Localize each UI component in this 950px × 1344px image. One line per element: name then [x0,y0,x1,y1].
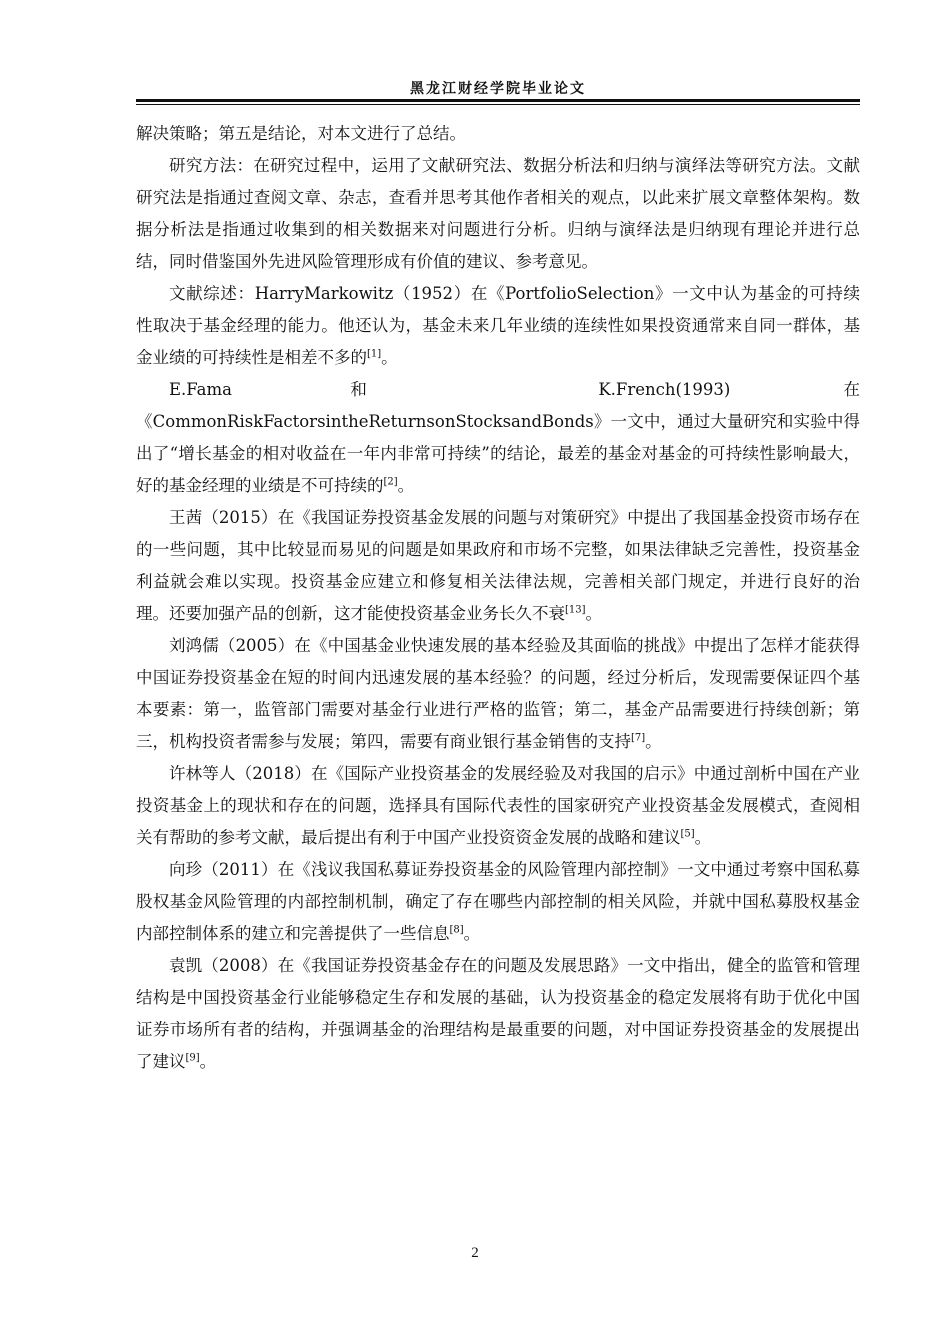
paragraph-literature-review: 文献综述：HarryMarkowitz（1952）在《PortfolioSelection》一文中认为基金的可持续性取决于基金经理的能力。他还认为，基金未来几年业绩的连续性如果投资通常来自同一群体，基金业绩的可持续性是相差不多的[1]。 [136,284,860,367]
citation: [2] [383,476,398,488]
paragraph-fama-french: E.Fama 和 K.French(1993)在《CommonRiskFactorsintheReturnsonStocksandBonds》一文中，通过大量研究和实验中得出了“增长基金的相对收益在一年内非常可持续”的结论，最差的基金对基金的可持续性影响最大，好的基金经理的业绩是不可持续的[2]。 [136,380,860,495]
citation: [5] [680,828,695,840]
paragraph-continuation: 解决策略；第五是结论，对本文进行了总结。 [136,124,466,143]
paragraph-liu-hongru: 刘鸿儒（2005）在《中国基金业快速发展的基本经验及其面临的挑战》中提出了怎样才能获得中国证券投资基金在短的时间内迅速发展的基本经验？的问题，经过分析后，发现需要保证四个基本要素：第一，监管部门需要对基金行业进行严格的监管；第二，基金产品需要进行持续创新；第三，机构投资者需参与发展；第四，需要有商业银行基金销售的支持[7]。 [136,636,860,751]
paragraph-yuan-kai: 袁凯（2008）在《我国证券投资基金存在的问题及发展思路》一文中指出，健全的监管和管理结构是中国投资基金行业能够稳定生存和发展的基础，认为投资基金的稳定发展将有助于优化中国证券市场所有者的结构，并强调基金的治理结构是最重要的问题，对中国证券投资基金的发展提出了建议[9]。 [136,956,860,1071]
page-number: 2 [471,1245,479,1261]
body-text [136,118,860,1078]
paragraph-wang-qian: 王茜（2015）在《我国证券投资基金发展的问题与对策研究》中提出了我国基金投资市场存在的一些问题，其中比较显而易见的问题是如果政府和市场不完整，如果法律缺乏完善性，投资基金利益就会难以实现。投资基金应建立和修复相关法律法规，完善相关部门规定，并进行良好的治理。还要加强产品的创新，这才能使投资基金业务长久不衰[13]。 [136,508,860,623]
citation: [8] [449,924,464,936]
citation: [9] [185,1052,200,1064]
paragraph-xu-lin: 许林等人（2018）在《国际产业投资基金的发展经验及对我国的启示》中通过剖析中国在产业投资基金上的现状和存在的问题，选择具有国际代表性的国家研究产业投资基金发展模式，查阅相关有帮助的参考文献，最后提出有利于中国产业投资资金发展的战略和建议[5]。 [136,764,860,847]
citation: [7] [631,732,646,744]
running-header: 黑龙江财经学院毕业论文 [410,81,586,97]
citation: [13] [565,604,586,616]
citation: [1] [367,348,382,360]
header-rule-thin [136,104,860,105]
header-rule-thick [136,99,860,102]
paragraph-research-methods: 研究方法：在研究过程中，运用了文献研究法、数据分析法和归纳与演绎法等研究方法。文献研究法是指通过查阅文章、杂志，查看并思考其他作者相关的观点，以此来扩展文章整体架构。数据分析法是指通过收集到的相关数据来对问题进行分析。归纳与演绎法是归纳现有理论并进行总结，同时借鉴国外先进风险管理形成有价值的建议、参考意见。 [136,156,860,271]
paragraph-xiang-zhen: 向珍（2011）在《浅议我国私募证券投资基金的风险管理内部控制》一文中通过考察中国私募股权基金风险管理的内部控制机制，确定了存在哪些内部控制的相关风险，并就中国私募股权基金内部控制体系的建立和完善提供了一些信息[8]。 [136,860,860,943]
